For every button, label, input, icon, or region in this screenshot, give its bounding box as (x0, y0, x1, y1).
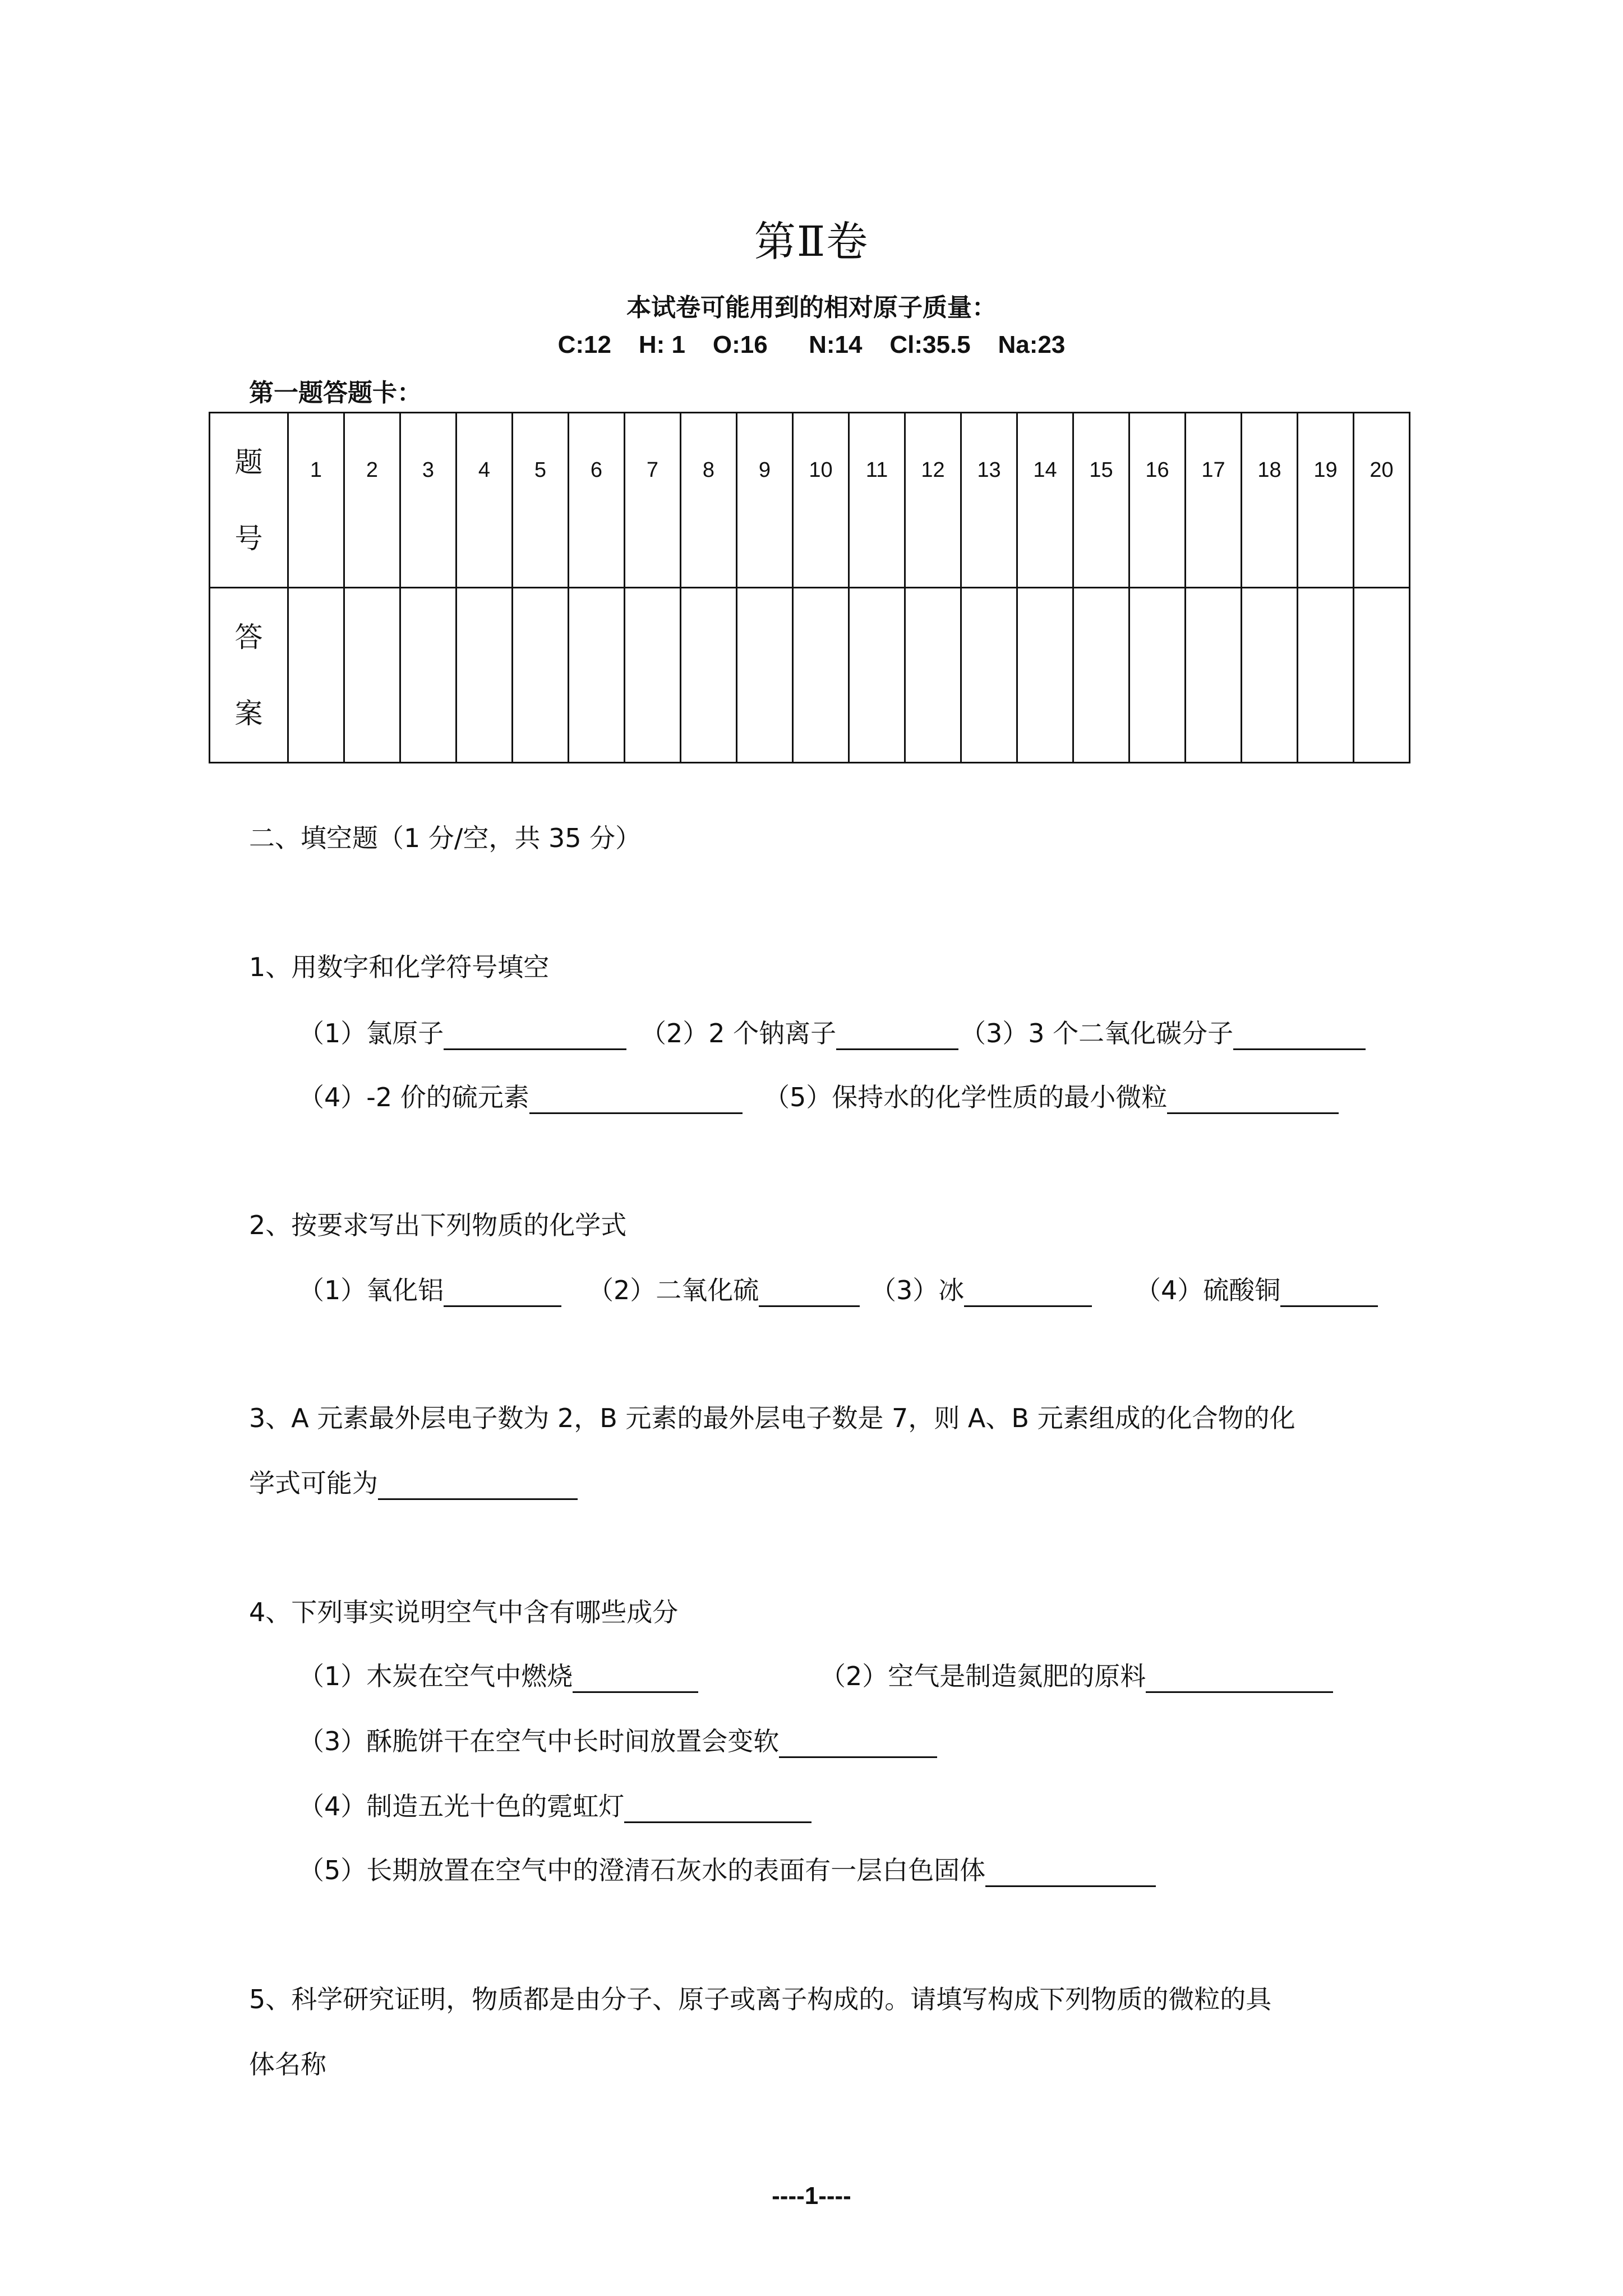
q5-line-2: 体名称 (249, 2049, 326, 2079)
q4-part-4 (298, 1789, 811, 1823)
answer-blank[interactable] (759, 1277, 860, 1307)
atomic-mass-heading: 本试卷可能用到的相对原子质量： (626, 293, 997, 322)
answer-cell[interactable] (625, 588, 681, 763)
answer-cell[interactable] (1073, 588, 1129, 763)
q4-part-2 (820, 1659, 1333, 1693)
answer-card-table (209, 412, 1410, 763)
q1-part-2-label: （2）2 个钠离子 (640, 1018, 837, 1048)
atomic-mass-values: C:12 H: 1 O:16 N:14 Cl:35.5 Na:23 (557, 331, 1066, 358)
answer-cell[interactable] (1129, 588, 1186, 763)
answer-blank[interactable] (573, 1663, 698, 1693)
answer-blank[interactable] (1233, 1020, 1366, 1050)
question-number-cell: 6 (569, 413, 625, 588)
answer-cell[interactable] (1017, 588, 1073, 763)
q1-part-3-label: （3）3 个二氧化碳分子 (960, 1018, 1234, 1048)
header-char: 题 (234, 446, 263, 478)
header-char: 号 (234, 522, 263, 554)
q2-part-2-label: （2）二氧化硫 (588, 1275, 759, 1305)
answer-blank[interactable] (444, 1277, 561, 1307)
answer-cell[interactable] (681, 588, 737, 763)
question-number-cell: 4 (457, 413, 513, 588)
question-number-cell: 11 (849, 413, 905, 588)
answer-cell[interactable] (288, 588, 344, 763)
q4-part-1 (298, 1659, 698, 1693)
q2-part-2 (588, 1273, 860, 1307)
answer-cell[interactable] (905, 588, 961, 763)
answer-blank[interactable] (444, 1020, 626, 1050)
answer-card-label: 第一题答题卡： (249, 379, 422, 407)
question-number-cell: 9 (737, 413, 793, 588)
q4-stem: 4、下列事实说明空气中含有哪些成分 (249, 1597, 679, 1627)
q2-part-4-label: （4）硫酸铜 (1135, 1275, 1281, 1305)
question-number-cell: 3 (400, 413, 457, 588)
q1-part-1 (298, 1016, 626, 1050)
q1-part-5 (764, 1080, 1339, 1114)
answer-cell[interactable] (737, 588, 793, 763)
q4-part-5-label: （5）长期放置在空气中的澄清石灰水的表面有一层白色固体 (298, 1855, 986, 1885)
q2-stem: 2、按要求写出下列物质的化学式 (249, 1210, 627, 1240)
question-number-cell: 17 (1186, 413, 1242, 588)
q4-part-3 (298, 1724, 937, 1758)
answer-cell[interactable] (344, 588, 400, 763)
answer-cell[interactable] (1354, 588, 1410, 763)
answer-row (210, 588, 1410, 763)
question-number-header (210, 413, 288, 588)
question-number-cell: 16 (1129, 413, 1186, 588)
question-number-cell: 1 (288, 413, 344, 588)
answer-blank[interactable] (624, 1793, 811, 1823)
question-number-cell: 15 (1073, 413, 1129, 588)
q1-part-5-label: （5）保持水的化学性质的最小微粒 (764, 1082, 1168, 1112)
question-number-cell: 18 (1242, 413, 1298, 588)
question-number-cell: 8 (681, 413, 737, 588)
answer-blank[interactable] (1167, 1084, 1339, 1114)
q2-part-1 (298, 1273, 561, 1307)
header-char: 案 (234, 697, 263, 729)
question-number-cell: 5 (513, 413, 569, 588)
answer-blank[interactable] (378, 1470, 578, 1500)
question-number-cell: 12 (905, 413, 961, 588)
question-number-row (210, 413, 1410, 588)
q4-part-3-label: （3）酥脆饼干在空气中长时间放置会变软 (298, 1726, 780, 1756)
page-number: ----1---- (772, 2182, 851, 2210)
answer-header (210, 588, 288, 763)
header-char: 答 (234, 621, 263, 653)
answer-blank[interactable] (836, 1020, 958, 1050)
answer-cell[interactable] (849, 588, 905, 763)
q2-part-1-label: （1）氧化铝 (298, 1275, 444, 1305)
answer-blank[interactable] (1280, 1277, 1378, 1307)
q4-part-5 (298, 1853, 1156, 1887)
answer-blank[interactable] (964, 1277, 1092, 1307)
q3-line-2-label: 学式可能为 (249, 1468, 378, 1498)
answer-cell[interactable] (400, 588, 457, 763)
answer-cell[interactable] (1186, 588, 1242, 763)
answer-cell[interactable] (569, 588, 625, 763)
q1-part-4-label: （4）-2 价的硫元素 (298, 1082, 529, 1112)
answer-cell[interactable] (457, 588, 513, 763)
question-number-cell: 20 (1354, 413, 1410, 588)
q1-part-2 (640, 1016, 958, 1050)
q4-part-1-label: （1）木炭在空气中燃烧 (298, 1661, 573, 1691)
q4-part-4-label: （4）制造五光十色的霓虹灯 (298, 1791, 625, 1821)
question-number-cell: 2 (344, 413, 400, 588)
answer-blank[interactable] (1146, 1663, 1333, 1693)
answer-cell[interactable] (1298, 588, 1354, 763)
q1-part-3 (960, 1016, 1366, 1050)
q1-stem: 1、用数字和化学符号填空 (249, 952, 550, 982)
q2-part-4 (1135, 1273, 1378, 1307)
question-number-cell: 13 (961, 413, 1017, 588)
q2-part-3-label: （3）冰 (870, 1275, 965, 1305)
question-number-cell: 7 (625, 413, 681, 588)
q4-part-2-label: （2）空气是制造氮肥的原料 (820, 1661, 1146, 1691)
answer-cell[interactable] (1242, 588, 1298, 763)
question-number-cell: 19 (1298, 413, 1354, 588)
q2-part-3 (870, 1273, 1092, 1307)
q1-part-4 (298, 1080, 743, 1114)
section-heading: 二、填空题（1 分/空，共 35 分） (249, 823, 642, 853)
answer-cell[interactable] (513, 588, 569, 763)
q1-part-1-label: （1）氯原子 (298, 1018, 444, 1048)
answer-blank[interactable] (779, 1728, 937, 1758)
answer-cell[interactable] (961, 588, 1017, 763)
q3-line-2 (249, 1466, 578, 1500)
answer-cell[interactable] (793, 588, 849, 763)
q5-line-1: 5、科学研究证明，物质都是由分子、原子或离子构成的。请填写构成下列物质的微粒的具 (249, 1984, 1272, 2014)
question-number-cell: 10 (793, 413, 849, 588)
question-number-cell: 14 (1017, 413, 1073, 588)
volume-title: 第Ⅱ卷 (754, 218, 869, 266)
q3-line-1: 3、A 元素最外层电子数为 2，B 元素的最外层电子数是 7，则 A、B 元素组成的化合物的化 (249, 1403, 1295, 1433)
answer-blank[interactable] (985, 1857, 1156, 1887)
answer-blank[interactable] (529, 1084, 743, 1114)
